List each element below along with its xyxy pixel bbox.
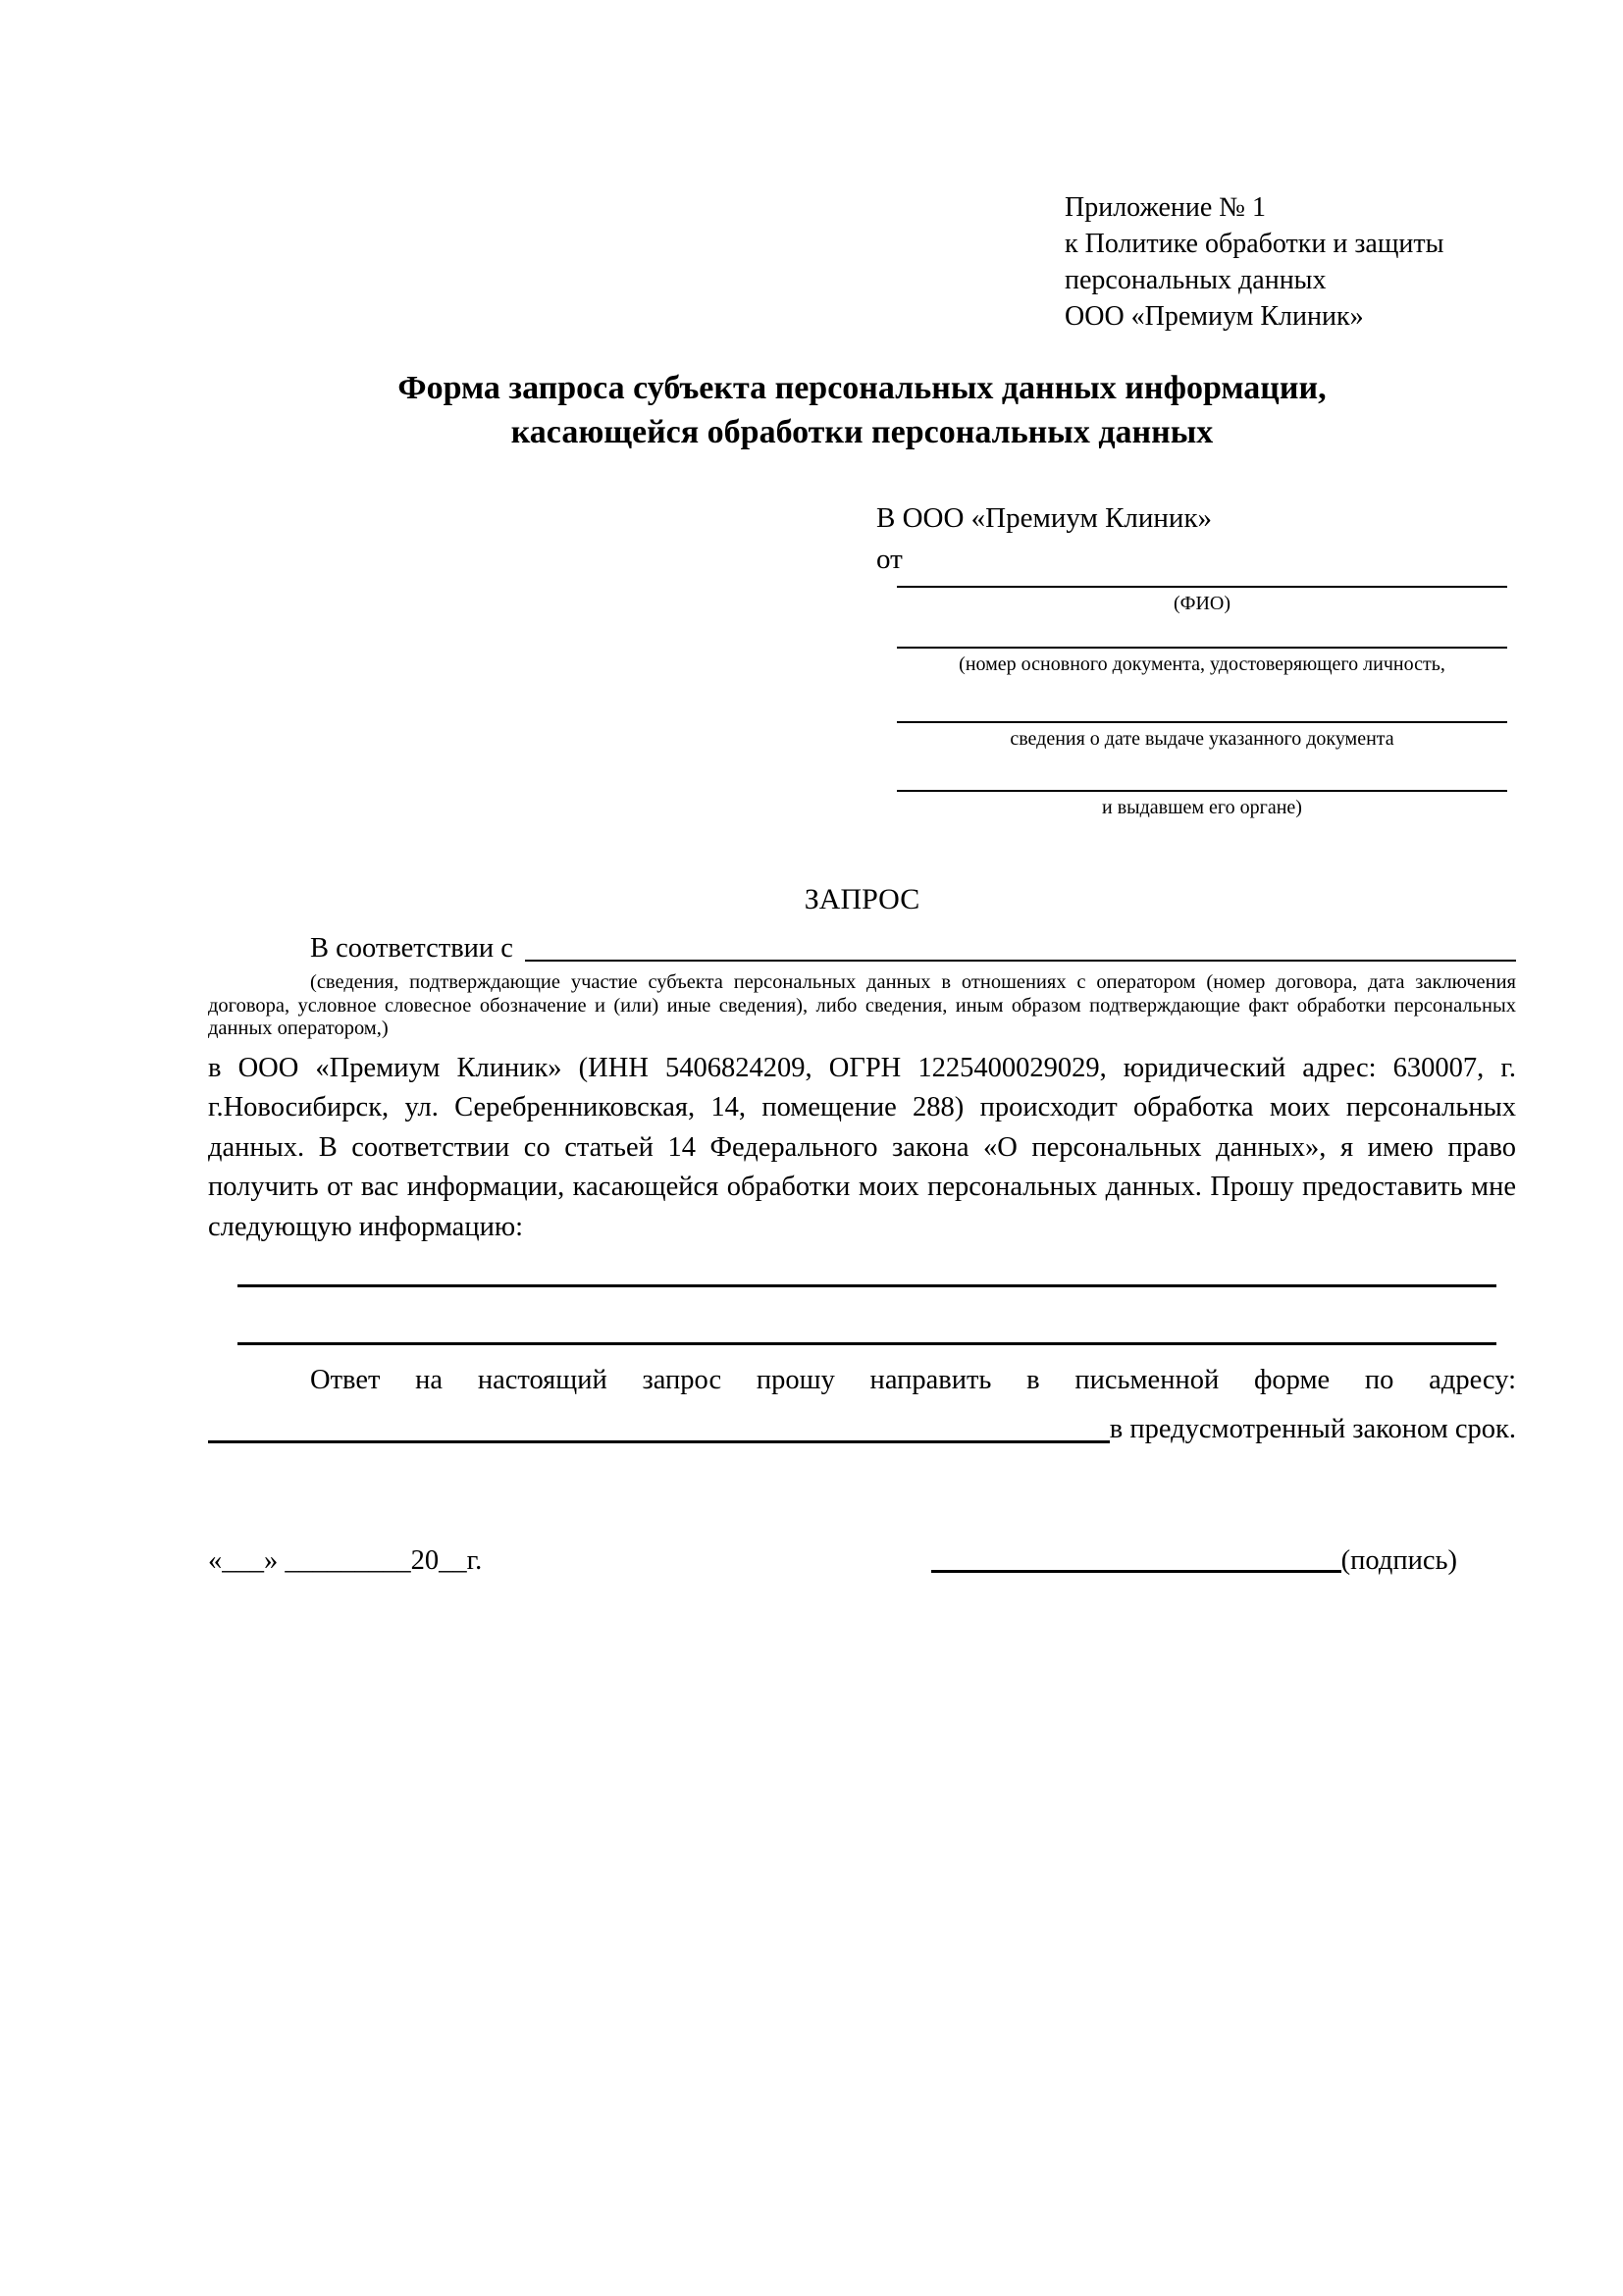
document-number-blank-line[interactable] [897, 647, 1507, 649]
according-blank-line[interactable] [525, 931, 1516, 962]
appendix-line: Приложение № 1 [1065, 192, 1266, 223]
issuing-authority-blank-line[interactable] [897, 790, 1507, 792]
document-number-field [897, 647, 1507, 676]
date-signature-row [208, 1543, 1516, 1579]
signature-caption: (подпись) [1340, 1545, 1457, 1576]
according-row [208, 931, 1516, 966]
information-blank-line-2[interactable] [237, 1342, 1496, 1345]
fio-blank-line[interactable] [897, 586, 1507, 588]
document-number-caption: (номер основного документа, удостоверяющего личность, [959, 653, 1445, 675]
issuing-authority-caption: и выдавшем его органе) [1102, 797, 1302, 818]
answer-sentence: Ответ на настоящий запрос прошу направить в письменной форме по адресу: [310, 1365, 1516, 1395]
addressee-to: В ООО «Премиум Клиник» [876, 502, 1213, 534]
appendix-line: к Политике обработки и защиты [1065, 229, 1444, 259]
appendix-line: ООО «Премиум Клиник» [1065, 301, 1364, 332]
answer-tail-text: в предусмотренный законом срок. [1109, 1414, 1516, 1444]
request-heading: ЗАПРОС [804, 883, 920, 915]
answer-address-blank-line[interactable] [208, 1410, 1110, 1443]
according-prefix: В соответствии с [310, 933, 513, 964]
information-blank-line-1[interactable] [237, 1284, 1496, 1287]
appendix-header [1065, 189, 1516, 335]
fio-caption: (ФИО) [1173, 593, 1230, 614]
document-title [208, 366, 1516, 454]
appendix-line: персональных данных [1065, 265, 1327, 295]
answer-address-row [208, 1410, 1516, 1449]
addressee-fields [897, 586, 1507, 819]
issue-date-field [897, 721, 1507, 751]
document-title-line1: Форма запроса субъекта персональных данных информации, [397, 370, 1327, 406]
issue-date-blank-line[interactable] [897, 721, 1507, 723]
explanatory-note: (сведения, подтверждающие участие субъекта персональных данных в отношениях с оператором (номер договора, дата заключения договора, условное словесное обозначение и (или) иные сведения), либо сведения, иным образом подтверждающие факт обработки персональных данных оператором,) [208, 971, 1516, 1039]
signature-blank-line[interactable] [931, 1570, 1341, 1573]
issue-date-caption: сведения о дате выдаче указанного документа [1010, 728, 1394, 750]
date-blank-line[interactable]: «___» _________20__г. [208, 1545, 483, 1576]
issuing-authority-field [897, 790, 1507, 819]
document-title-line2: касающейся обработки персональных данных [510, 414, 1214, 450]
fio-field [897, 586, 1507, 615]
request-body-paragraph: в ООО «Премиум Клиник» (ИНН 5406824209, ОГРН 1225400029029, юридический адрес: 630007, г. г.Новосибирск, ул. Серебренниковская, 14, помещение 288) происходит обработка моих персональных данных. В соответствии со статьей 14 Федерального закона «О персональных данных», я имею право получить от вас информации, касающейся обработки моих персональных данных. Прошу предоставить мне следующую информацию: [208, 1052, 1516, 1242]
addressee-block [876, 497, 1516, 580]
signature-group [931, 1543, 1457, 1579]
addressee-from-label: от [876, 544, 903, 575]
document-content [208, 189, 1516, 1579]
